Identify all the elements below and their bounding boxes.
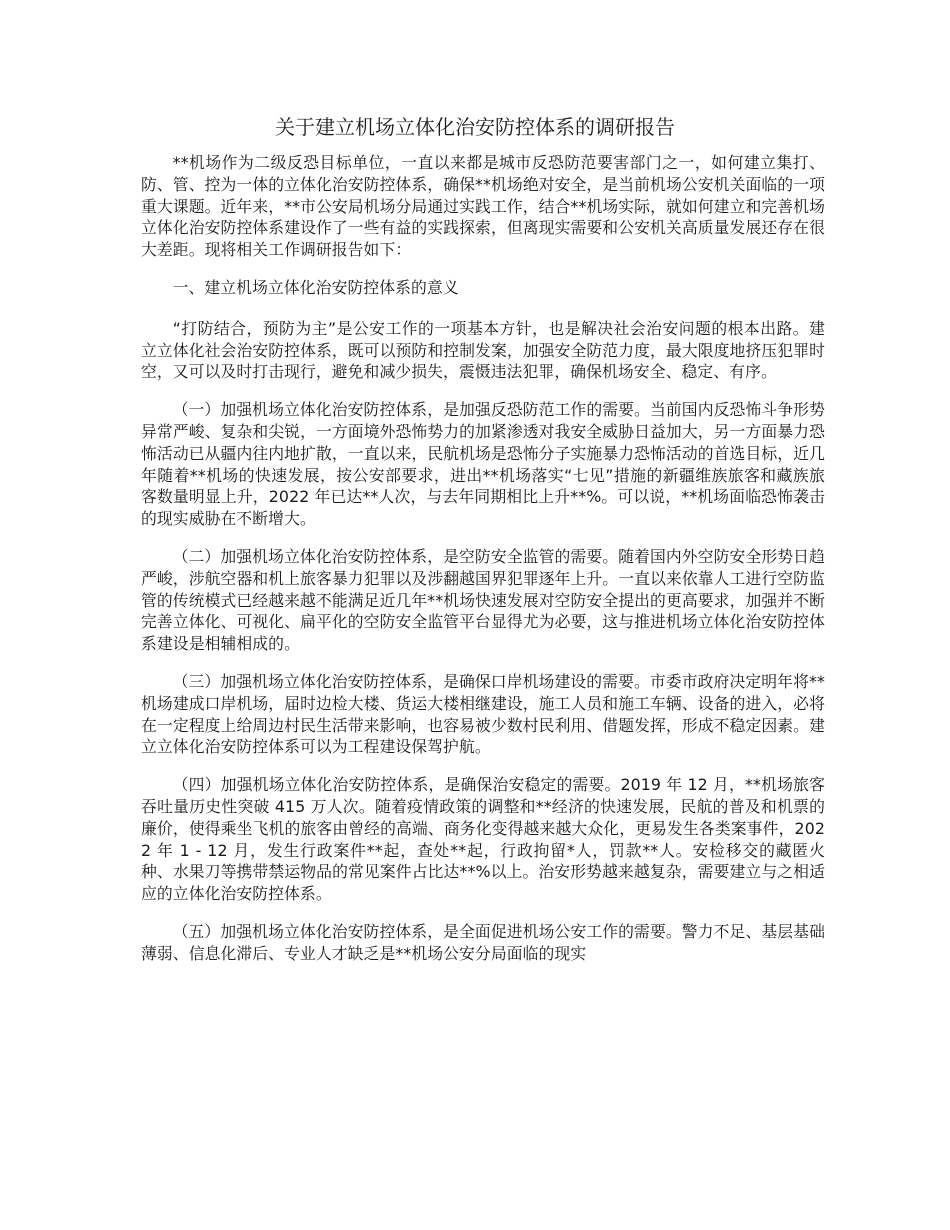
point-2-paragraph: （二）加强机场立体化治安防控体系，是空防安全监管的需要。随着国内外空防安全形势日趋严峻，涉航空器和机上旅客暴力犯罪以及涉翻越国界犯罪逐年上升。一直以来依靠人工进行空防监管的传统模式已经越来越不能满足近几年**机场快速发展对空防安全提出的更高要求，加强并不断完善立体化、可视化、扁平化的空防安全监管平台显得尤为必要，这与推进机场立体化治安防控体系建设是相辅相成的。 [141, 546, 825, 654]
document-body [141, 152, 825, 981]
point-3-paragraph: （三）加强机场立体化治安防控体系，是确保口岸机场建设的需要。市委市政府决定明年将**机场建成口岸机场，届时边检大楼、货运大楼相继建设，施工人员和施工车辆、设备的进入，必将在一定程度上给周边村民生活带来影响，也容易被少数村民利用、借题发挥，形成不稳定因素。建立立体化治安防控体系可以为工程建设保驾护航。 [141, 671, 825, 757]
intro-paragraph: **机场作为二级反恐目标单位，一直以来都是城市反恐防范要害部门之一，如何建立集打、防、管、控为一体的立体化治安防控体系，确保**机场绝对安全，是当前机场公安机关面临的一项重大课题。近年来，**市公安局机场分局通过实践工作，结合**机场实际，就如何建立和完善机场立体化治安防控体系建设作了一些有益的实践探索，但离现实需要和公安机关高质量发展还存在很大差距。现将相关工作调研报告如下： [141, 153, 825, 260]
point-5-paragraph: （五）加强机场立体化治安防控体系，是全面促进机场公安工作的需要。警力不足、基层基础薄弱、信息化滞后、专业人才缺乏是**机场公安分局面临的现实 [141, 921, 825, 963]
point-1-paragraph: （一）加强机场立体化治安防控体系，是加强反恐防范工作的需要。当前国内反恐怖斗争形势异常严峻、复杂和尖锐，一方面境外恐怖势力的加紧渗透对我安全威胁日益加大，另一方面暴力恐怖活动已从疆内往内地扩散，一直以来，民航机场是恐怖分子实施暴力恐怖活动的首选目标，近几年随着**机场的快速发展，按公安部要求，进出**机场落实“七见”措施的新疆维族旅客和藏族旅客数量明显上升，2022 年已达**人次，与去年同期相比上升**%。可以说，**机场面临恐怖袭击的现实威胁在不断增大。 [141, 400, 825, 529]
point-4-paragraph: （四）加强机场立体化治安防控体系，是确保治安稳定的需要。2019 年 12 月，**机场旅客吞吐量历史性突破 415 万人次。随着疫情政策的调整和**经济的快速发展，民航的普及和机票的廉价，使得乘坐飞机的旅客由曾经的高端、商务化变得越来越大众化，更易发生各类案事件，2022 年 1 - 12 月，发生行政案件**起，查处**起，行政拘留*人，罚款**人。安检移交的藏匿火种、水果刀等携带禁运物品的常见案件占比达**%以上。治安形势越来越复杂，需要建立与之相适应的立体化治安防控体系。 [141, 775, 825, 904]
section-1-overview-paragraph: “打防结合，预防为主”是公安工作的一项基本方针，也是解决社会治安问题的根本出路。建立立体化社会治安防控体系，既可以预防和控制发案，加强安全防范力度，最大限度地挤压犯罪时空，又可以及时打击现行，避免和减少损失，震慑违法犯罪，确保机场安全、稳定、有序。 [141, 318, 825, 382]
document-title: 关于建立机场立体化治安防控体系的调研报告 [275, 115, 675, 139]
section-heading-1: 一、建立机场立体化治安防控体系的意义 [172, 277, 459, 297]
